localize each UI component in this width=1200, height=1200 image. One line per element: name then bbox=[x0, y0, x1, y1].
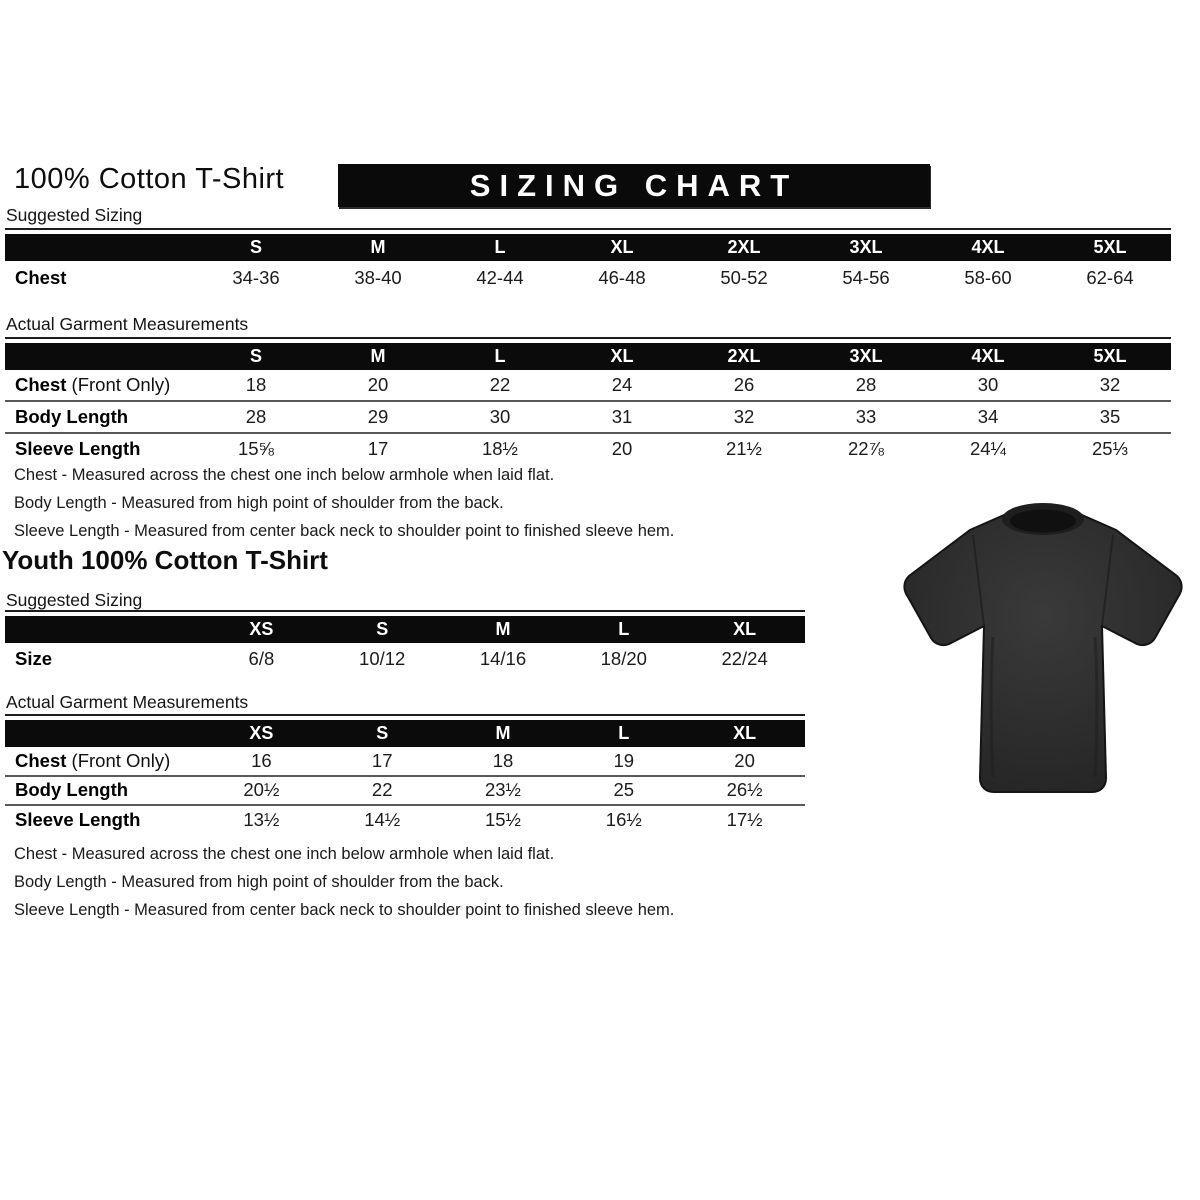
row-label-text: Sleeve Length bbox=[15, 808, 141, 830]
cell-value: 25 bbox=[613, 779, 635, 801]
size-column-header: L bbox=[494, 346, 506, 366]
size-column-header: S bbox=[376, 619, 389, 639]
cell-value: 22 bbox=[489, 374, 511, 395]
cell-value: 46-48 bbox=[598, 267, 646, 288]
sizing-chart-banner-label: SIZING CHART bbox=[469, 167, 799, 203]
cell-value: 28 bbox=[245, 406, 267, 427]
cell-value: 6/8 bbox=[248, 647, 275, 669]
size-column-header: 5XL bbox=[1093, 346, 1127, 366]
row-label bbox=[5, 809, 201, 831]
row-label-suffix: (Front Only) bbox=[66, 374, 171, 395]
row-label bbox=[5, 406, 195, 428]
tshirt-collar-inner bbox=[1010, 510, 1076, 533]
cell-value: 20 bbox=[367, 374, 389, 395]
table-header-row bbox=[5, 616, 805, 643]
row-label-text: Body Length bbox=[15, 406, 129, 427]
page-title: 100% Cotton T-Shirt bbox=[14, 163, 285, 195]
table-row bbox=[5, 643, 805, 674]
cell-value: 58-60 bbox=[964, 267, 1012, 288]
cell-value: 16½ bbox=[605, 808, 642, 830]
row-label-text: Size bbox=[15, 647, 53, 669]
row-label-text: Body Length bbox=[15, 779, 129, 801]
table-row bbox=[5, 747, 805, 775]
cell-value: 35 bbox=[1099, 406, 1121, 427]
adult-measurement-notes bbox=[14, 461, 674, 545]
size-column-header: M bbox=[495, 723, 511, 743]
size-column-header: L bbox=[618, 723, 630, 743]
cell-value: 38-40 bbox=[354, 267, 402, 288]
cell-value: 18 bbox=[492, 749, 514, 771]
note-body-length: Body Length - Measured from high point of shoulder from the back. bbox=[14, 873, 504, 891]
table-header-row bbox=[5, 343, 1171, 370]
cell-value: 14½ bbox=[364, 808, 401, 830]
note-chest: Chest - Measured across the chest one inch below armhole when laid flat. bbox=[14, 466, 555, 484]
cell-value: 15⅝ bbox=[237, 438, 274, 459]
row-label-suffix: (Front Only) bbox=[66, 749, 171, 771]
cell-value: 24 bbox=[611, 374, 633, 395]
cell-value: 29 bbox=[367, 406, 389, 427]
cell-value: 50-52 bbox=[720, 267, 768, 288]
table-row bbox=[5, 775, 805, 805]
note-body-length: Body Length - Measured from high point of shoulder from the back. bbox=[14, 494, 504, 512]
cell-value: 30 bbox=[977, 374, 999, 395]
youth-measurement-notes bbox=[14, 840, 674, 924]
cell-value: 32 bbox=[1099, 374, 1121, 395]
size-column-header: S bbox=[249, 237, 262, 257]
size-column-header: XL bbox=[733, 619, 757, 639]
cell-value: 24¼ bbox=[969, 438, 1006, 459]
row-label bbox=[5, 267, 195, 289]
cell-value: 34 bbox=[977, 406, 999, 427]
youth-suggested-sizing-label: Suggested Sizing bbox=[6, 590, 143, 610]
size-column-header: 2XL bbox=[727, 346, 761, 366]
table-row bbox=[5, 804, 805, 834]
row-label-text: Chest bbox=[15, 267, 67, 288]
adult-actual-measurements-table bbox=[5, 337, 1171, 464]
table-row bbox=[5, 432, 1171, 464]
row-label bbox=[5, 750, 201, 772]
cell-value: 20 bbox=[611, 438, 633, 459]
cell-value: 18 bbox=[245, 374, 267, 395]
cell-value: 17 bbox=[371, 749, 393, 771]
size-column-header: S bbox=[376, 723, 389, 743]
youth-suggested-sizing-table bbox=[5, 610, 805, 674]
table-row bbox=[5, 261, 1171, 295]
row-label-text: Sleeve Length bbox=[15, 438, 141, 459]
cell-value: 22 bbox=[371, 779, 393, 801]
row-label bbox=[5, 374, 195, 396]
adult-suggested-sizing-label: Suggested Sizing bbox=[6, 205, 143, 225]
size-column-header: L bbox=[494, 237, 506, 257]
cell-value: 20½ bbox=[243, 779, 280, 801]
black-tshirt-photo bbox=[893, 476, 1193, 808]
cell-value: 17½ bbox=[726, 808, 763, 830]
size-column-header: M bbox=[495, 619, 511, 639]
size-column-header: 3XL bbox=[849, 237, 883, 257]
cell-value: 33 bbox=[855, 406, 877, 427]
size-column-header: 5XL bbox=[1093, 237, 1127, 257]
cell-value: 15½ bbox=[484, 808, 521, 830]
size-column-header: XS bbox=[249, 619, 274, 639]
cell-value: 25⅓ bbox=[1091, 438, 1128, 459]
tshirt-body bbox=[904, 507, 1181, 792]
cell-value: 30 bbox=[489, 406, 511, 427]
size-column-header: M bbox=[370, 346, 386, 366]
cell-value: 34-36 bbox=[232, 267, 280, 288]
cell-value: 26½ bbox=[726, 779, 763, 801]
cell-value: 32 bbox=[733, 406, 755, 427]
size-column-header: 3XL bbox=[849, 346, 883, 366]
size-column-header: XL bbox=[610, 237, 634, 257]
size-column-header: XL bbox=[610, 346, 634, 366]
table-header-row bbox=[5, 720, 805, 747]
adult-suggested-sizing-table bbox=[5, 228, 1171, 295]
cell-value: 54-56 bbox=[842, 267, 890, 288]
table-row bbox=[5, 370, 1171, 400]
cell-value: 22/24 bbox=[721, 647, 768, 669]
size-column-header: XS bbox=[249, 723, 274, 743]
note-sleeve-length: Sleeve Length - Measured from center back neck to shoulder point to finished sleeve hem. bbox=[14, 901, 675, 919]
note-chest: Chest - Measured across the chest one inch below armhole when laid flat. bbox=[14, 845, 555, 863]
cell-value: 22⅞ bbox=[847, 438, 884, 459]
youth-actual-measurements-table bbox=[5, 714, 805, 834]
cell-value: 19 bbox=[613, 749, 635, 771]
cell-value: 31 bbox=[611, 406, 633, 427]
row-label bbox=[5, 779, 201, 801]
cell-value: 18/20 bbox=[600, 647, 647, 669]
size-column-header: S bbox=[249, 346, 262, 366]
table-row bbox=[5, 400, 1171, 432]
sizing-chart-banner bbox=[338, 164, 930, 207]
youth-section-title: Youth 100% Cotton T-Shirt bbox=[2, 545, 328, 575]
adult-actual-measurements-label: Actual Garment Measurements bbox=[6, 314, 249, 334]
cell-value: 21½ bbox=[725, 438, 762, 459]
cell-value: 10/12 bbox=[359, 647, 406, 669]
size-column-header: 2XL bbox=[727, 237, 761, 257]
cell-value: 42-44 bbox=[476, 267, 524, 288]
cell-value: 62-64 bbox=[1086, 267, 1134, 288]
row-label bbox=[5, 648, 201, 670]
cell-value: 23½ bbox=[484, 779, 521, 801]
cell-value: 13½ bbox=[243, 808, 280, 830]
row-label bbox=[5, 438, 195, 460]
size-column-header: L bbox=[618, 619, 630, 639]
cell-value: 26 bbox=[733, 374, 755, 395]
table-header-row bbox=[5, 234, 1171, 261]
size-column-header: 4XL bbox=[971, 346, 1005, 366]
note-sleeve-length: Sleeve Length - Measured from center back neck to shoulder point to finished sleeve hem. bbox=[14, 522, 675, 540]
cell-value: 20 bbox=[734, 749, 755, 771]
cell-value: 28 bbox=[855, 374, 877, 395]
cell-value: 14/16 bbox=[479, 647, 527, 669]
size-column-header: XL bbox=[733, 723, 757, 743]
row-label-text: Chest bbox=[15, 749, 67, 771]
cell-value: 17 bbox=[367, 438, 389, 459]
cell-value: 16 bbox=[251, 749, 272, 771]
size-column-header: M bbox=[370, 237, 386, 257]
cell-value: 18½ bbox=[481, 438, 518, 459]
youth-actual-measurements-label: Actual Garment Measurements bbox=[6, 692, 249, 712]
row-label-text: Chest bbox=[15, 374, 67, 395]
size-column-header: 4XL bbox=[971, 237, 1005, 257]
